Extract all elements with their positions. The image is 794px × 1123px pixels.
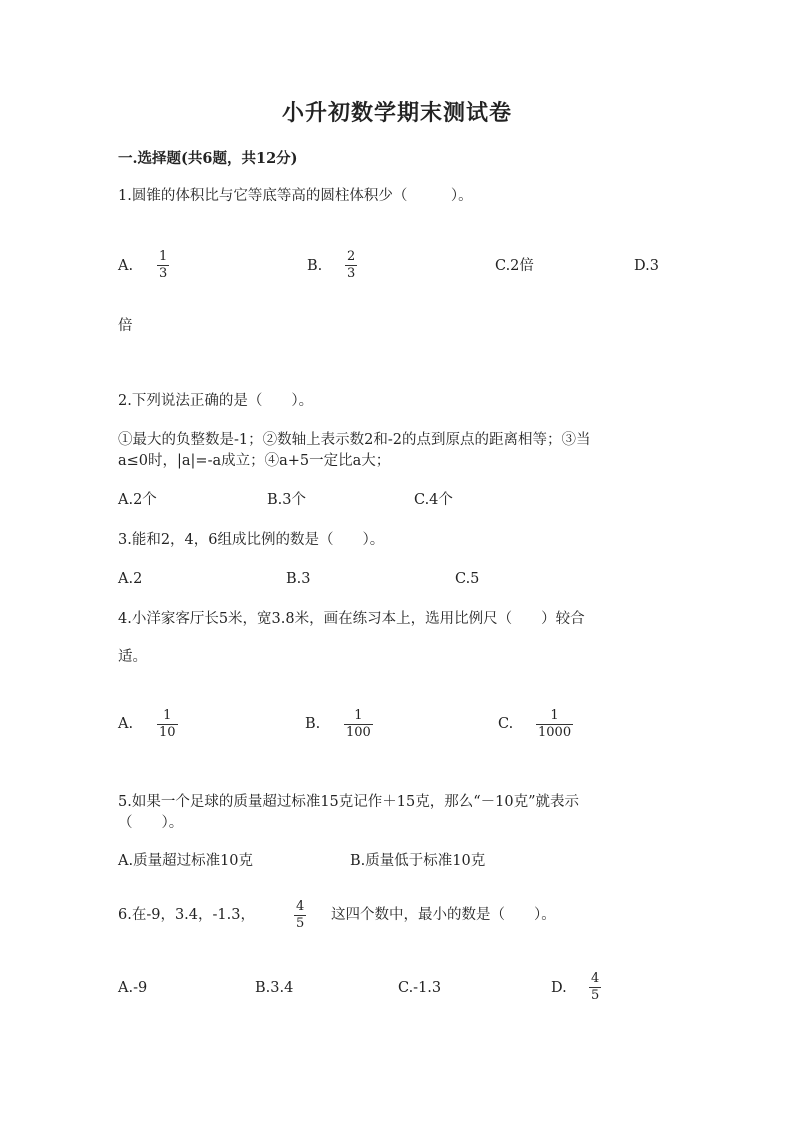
fraction-numerator: 1 xyxy=(550,708,559,723)
fraction-denominator: 5 xyxy=(296,916,305,931)
option-a-fraction xyxy=(157,250,169,281)
fraction-denominator: 1000 xyxy=(538,725,572,740)
question-2-stem: 2.下列说法正确的是（ ）。 xyxy=(118,393,314,409)
option-d: D.3 xyxy=(634,258,659,274)
question-4-stem-continued: 适。 xyxy=(118,649,147,665)
section-heading: 一.选择题(共6题，共12分) xyxy=(118,150,298,167)
question-2-statement-line-1: ①最大的负整数是-1；②数轴上表示数2和-2的点到原点的距离相等；③当 xyxy=(118,432,591,448)
option-c: C.4个 xyxy=(414,492,453,508)
question-1-stem: 1.圆锥的体积比与它等底等高的圆柱体积少（ ）。 xyxy=(118,188,473,204)
question-6-fraction xyxy=(294,900,306,931)
question-4-stem: 4.小洋家客厅长5米，宽3.8米，画在练习本上，选用比例尺（ ）较合 xyxy=(118,611,585,627)
option-c-fraction xyxy=(536,709,573,740)
question-6-stem-end: 这四个数中，最小的数是（ ）。 xyxy=(331,907,556,923)
question-6-stem-start: 6.在-9，3.4，-1.3， xyxy=(118,907,255,923)
question-5-stem: 5.如果一个足球的质量超过标准15克记作＋15克，那么“－10克”就表示 xyxy=(118,794,580,810)
option-c: C.-1.3 xyxy=(398,980,442,996)
option-a: A.2 xyxy=(118,571,143,587)
fraction-denominator: 10 xyxy=(159,725,176,740)
fraction-numerator: 4 xyxy=(591,971,600,986)
option-b-label: B. xyxy=(305,716,321,732)
option-a-label: A. xyxy=(118,258,134,274)
option-b: B.质量低于标准10克 xyxy=(350,853,486,869)
fraction-denominator: 5 xyxy=(591,988,600,1003)
question-3-stem: 3.能和2，4，6组成比例的数是（ ）。 xyxy=(118,532,385,548)
fraction-numerator: 1 xyxy=(159,249,168,264)
fraction-numerator: 2 xyxy=(347,249,356,264)
fraction-numerator: 1 xyxy=(163,708,172,723)
option-b-fraction xyxy=(345,250,357,281)
option-d-continued: 倍 xyxy=(118,318,133,334)
option-a: A.2个 xyxy=(118,492,157,508)
fraction-denominator: 100 xyxy=(346,725,371,740)
question-5-stem-continued: （ ）。 xyxy=(118,815,184,831)
option-a: A.-9 xyxy=(118,980,148,996)
page-title: 小升初数学期末测试卷 xyxy=(281,100,512,126)
option-b: B.3.4 xyxy=(255,980,294,996)
option-b: B.3个 xyxy=(267,492,306,508)
option-b-label: B. xyxy=(307,258,323,274)
fraction-numerator: 4 xyxy=(296,899,305,914)
option-c-label: C. xyxy=(498,716,514,732)
fraction-numerator: 1 xyxy=(354,708,363,723)
option-c: C.2倍 xyxy=(495,258,534,274)
fraction-denominator: 3 xyxy=(159,266,168,281)
fraction-denominator: 3 xyxy=(347,266,356,281)
option-c: C.5 xyxy=(455,571,480,587)
option-d-fraction xyxy=(589,972,601,1003)
option-a: A.质量超过标准10克 xyxy=(118,853,254,869)
option-b-fraction xyxy=(344,709,373,740)
option-a-label: A. xyxy=(118,716,134,732)
option-a-fraction xyxy=(157,709,178,740)
question-2-statement-line-2: a≤0时，|a|=-a成立；④a+5一定比a大； xyxy=(118,453,391,469)
option-b: B.3 xyxy=(286,571,311,587)
option-d-label: D. xyxy=(551,980,567,996)
